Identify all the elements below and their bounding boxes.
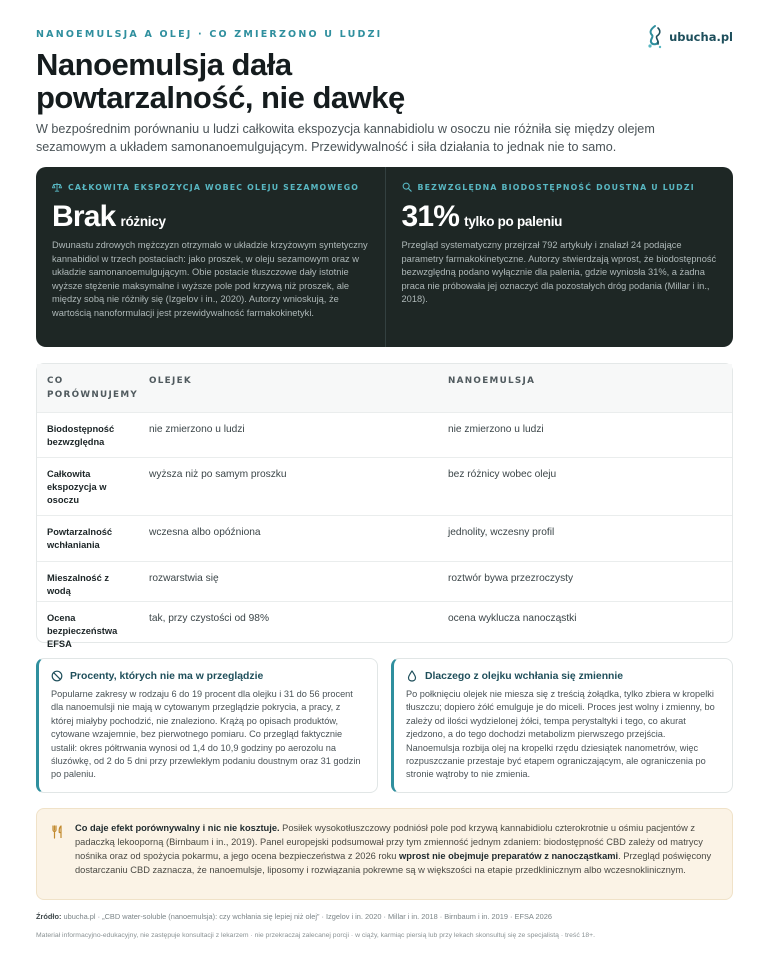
row-nano-value: nie zmierzono u ludzi bbox=[448, 424, 544, 435]
table-row bbox=[37, 515, 732, 561]
stat-value-row bbox=[402, 200, 718, 234]
stat-label bbox=[402, 182, 718, 192]
table-header-compare: CO PORÓWNUJEMY bbox=[47, 376, 139, 400]
ban-icon bbox=[51, 670, 63, 682]
row-oil-value: nie zmierzono u ludzi bbox=[149, 424, 245, 435]
title-line-1: Nanoemulsja dała bbox=[36, 47, 292, 82]
row-label: Mieszalność z wodą bbox=[47, 573, 110, 596]
stat-label-text: CAŁKOWITA EKSPOZYCJA WOBEC OLEJU SEZAMOWEGO bbox=[68, 182, 360, 192]
comparison-table bbox=[36, 363, 733, 649]
row-oil-value: tak, przy czystości od 98% bbox=[149, 613, 270, 624]
stat-value: 31% bbox=[401, 200, 460, 233]
row-label: Całkowita ekspozycja w osoczu bbox=[47, 469, 107, 505]
disclaimer: Materiał informacyjno-edukacyjny, nie zastępuje konsultacji z lekarzem · nie przekraczaj zalecanej porcji · w ciąży, karmiąc piersią lub przy lekach skonsultuj się ze specjalistą · treść 18+. bbox=[36, 932, 596, 939]
title-line-2: powtarzalność, nie dawkę bbox=[36, 80, 405, 115]
row-nano-value: roztwór bywa przezroczysty bbox=[448, 573, 574, 584]
source-label: Źródło: bbox=[36, 912, 62, 921]
table-header-row bbox=[37, 364, 732, 412]
page-title bbox=[36, 48, 556, 114]
card-title bbox=[406, 670, 720, 682]
card-missing-percentages bbox=[36, 658, 378, 793]
stat-label bbox=[52, 182, 369, 192]
kombucha-logo-icon bbox=[645, 24, 665, 50]
card-body: Po połknięciu olejek nie miesza się z treścią żołądka, tylko zbiera w kropelki tłuszczu; dopiero żółć emulguje je do miceli. Proces jest wolny i zmienny, bo zależy od ilości wydzielonej żółci, tempa perystaltyki i tego, co akurat zjedzono, a do tego dochodzi metabolizm pierwszego przejścia. Nanoemulsja rozbija olej na kropelki rzędu dziesiątek nanometrów, więc rozpuszczanie przestaje być etapem ograniczającym, ale ograniczenia po stronie wątroby to nie zmienia. bbox=[406, 689, 715, 780]
row-nano-value: jednolity, wczesny profil bbox=[448, 527, 555, 538]
table-row bbox=[37, 457, 732, 515]
eyebrow: NANOEMULSJA A OLEJ · CO ZMIERZONO U LUDZI bbox=[36, 29, 383, 40]
stat-label-text: BEZWZGLĘDNA BIODOSTĘPNOŚĆ DOUSTNA U LUDZI bbox=[417, 182, 695, 192]
brand[interactable] bbox=[645, 24, 733, 50]
card-body: Popularne zakresy w rodzaju 6 do 19 procent dla olejku i 31 do 56 procent dla nanoemulsji nie mają w cytowanym przeglądzie pokrycia, a pracy, z której miałyby pochodzić, nie znaleziono. Krążą po opisach produktów, cytowane wzajemnie, bez pierwotnego pomiaru. Co przegląd faktycznie ustalił: okres półtrwania wynosi od 1,4 do 10,9 godziny po aerozolu na śluzówkę, od 2 do 5 dni przy przewlekłym podaniu doustnym oraz 31 godzin po paleniu. bbox=[51, 689, 361, 780]
card-title-text: Procenty, których nie ma w przeglądzie bbox=[70, 670, 264, 682]
row-label: Ocena bezpieczeństwa EFSA bbox=[47, 613, 118, 649]
row-label: Biodostępność bezwzględna bbox=[47, 424, 115, 447]
row-oil-value: wyższa niż po samym proszku bbox=[149, 469, 287, 480]
callout-text bbox=[75, 821, 716, 877]
table-row bbox=[37, 412, 732, 457]
stat-body: Przegląd systematyczny przejrzał 792 artykuły i znalazł 24 podające parametry farmakokinetyczne. Autorzy stwierdzają wprost, że biodostępność bezwzględną podano wyłącznie dla palenia, gdzie wyniosła 31%, a żadna praca nie próbowała jej oznaczyć dla pozostałych dróg podania (Millar i in., 2018). bbox=[401, 240, 717, 304]
stat-value: Brak bbox=[52, 200, 116, 233]
row-oil-value: rozwarstwia się bbox=[149, 573, 219, 584]
stat-body: Dwunastu zdrowych mężczyzn otrzymało w układzie krzyżowym syntetyczny kannabidiol w trzech postaciach: jako proszek, w oleju sezamowym oraz w układzie samonanoemulgującym. Obie postacie tłuszczowe dały istotnie wyższe stężenie maksymalne i wyższe pole pod krzywą niż proszek, ale między sobą nie różniły się (Izgelov i in., 2020). Autorzy wnioskują, że wartością nanoformulacji jest przewidywalność farmakokinetyki. bbox=[52, 240, 368, 318]
card-title bbox=[51, 670, 365, 682]
table-header-oil: OLEJEK bbox=[149, 376, 192, 386]
brand-name: ubucha.pl bbox=[669, 30, 733, 44]
card-title-text: Dlaczego z olejku wchłania się zmiennie bbox=[425, 670, 624, 682]
callout-strong: wprost nie obejmuje preparatów z nanocząstkami bbox=[399, 851, 619, 861]
stat-suffix: tylko po paleniu bbox=[464, 214, 563, 229]
table-header-nano: NANOEMULSJA bbox=[448, 376, 536, 386]
table-row bbox=[37, 601, 732, 649]
row-nano-value: ocena wyklucza nanocząstki bbox=[448, 613, 577, 624]
source-text: ubucha.pl · „CBD water-soluble (nanoemulsja): czy wchłania się lepiej niż olej” · Izgelov i in. 2020 · Millar i in. 2018 · Birnbaum i in. 2019 · EFSA 2026 bbox=[61, 912, 552, 921]
card-variable-absorption bbox=[391, 658, 733, 793]
callout-lead: Co daje efekt porównywalny i nic nie kosztuje. bbox=[75, 823, 280, 833]
row-nano-value: bez różnicy wobec oleju bbox=[448, 469, 557, 480]
callout-text-2: . Przegląd poświęcony dostarczaniu CBD zaznacza, że nanoemulsje, liposomy i rozwiązania pokrewne są w większości na etapie przedklinicznym albo wczesnoklinicznym. bbox=[75, 851, 712, 875]
stat-bioavailability bbox=[385, 167, 734, 347]
row-oil-value: wczesna albo opóźniona bbox=[149, 527, 261, 538]
row-label: Powtarzalność wchłaniania bbox=[47, 527, 113, 550]
callout-food-effect bbox=[36, 808, 733, 900]
utensils-icon bbox=[51, 825, 65, 839]
stat-suffix: różnicy bbox=[120, 214, 166, 229]
droplet-icon bbox=[406, 670, 418, 682]
stats-panel bbox=[36, 167, 733, 347]
callout-text-1: Posiłek wysokotłuszczowy podniósł pole pod krzywą kannabidiolu czterokrotnie u ośmiu pacjentów z padaczką lekooporną (Birnbaum i in., 2019). Panel europejski podsumował przy tym zmienność jednym zdaniem: biodostępność CBD zależy od matrycy nośnika oraz od spożycia pokarmu, a jego ocena bezpieczeństwa z 2026 roku bbox=[75, 823, 703, 861]
stat-exposure bbox=[36, 167, 385, 347]
scale-icon bbox=[52, 182, 62, 192]
stat-value-row bbox=[52, 200, 369, 234]
source-line bbox=[36, 912, 733, 921]
lede: W bezpośrednim porównaniu u ludzi całkowita ekspozycja kannabidiolu w osoczu nie różniła się między olejem sezamowym a układem samonanoemulgującym. Przewidywalność i siła działania to jednak nie to samo. bbox=[36, 122, 655, 154]
search-icon bbox=[402, 182, 412, 192]
table-row bbox=[37, 561, 732, 601]
